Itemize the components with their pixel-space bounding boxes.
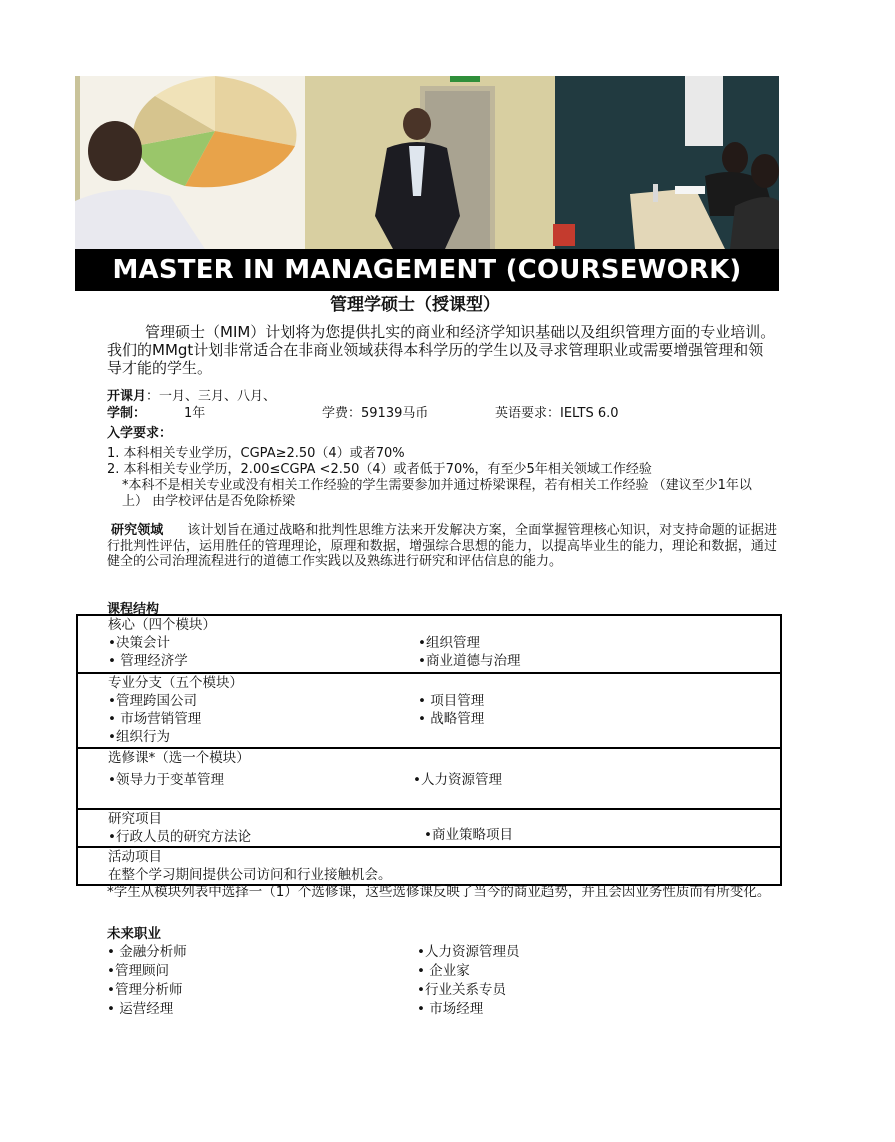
research-project-title: 研究项目 — [108, 811, 162, 827]
careers-section — [107, 925, 777, 1019]
core-section — [78, 616, 780, 674]
elective-section — [78, 749, 780, 810]
entry-item-1: 1. 本科相关专业学历，CGPA≥2.50（4）或者70% — [107, 446, 405, 461]
intro-paragraph: 管理硕士（MIM）计划将为您提供扎实的商业和经济学知识基础以及组织管理方面的专业培训。 我们的MMgt计划非常适合在非商业领域获得本科学历的学生以及寻求管理职业或需要增强管理和领导才能的学生。 — [107, 323, 776, 377]
specialization-section — [78, 674, 780, 749]
specialization-module: • 战略管理 — [418, 711, 485, 727]
activity-title: 活动项目 — [108, 849, 162, 865]
duration-value: 1年 — [184, 406, 206, 421]
career-item: • 市场经理 — [417, 1001, 484, 1017]
career-item: •人力资源管理员 — [417, 944, 520, 960]
core-module: •组织管理 — [418, 635, 480, 651]
intake-line — [107, 388, 276, 405]
entry-label: 入学要求： — [107, 426, 173, 441]
career-item: • 金融分析师 — [107, 944, 187, 960]
specialization-module: •组织行为 — [108, 729, 170, 745]
tuition-fee: 学费：59139马币 — [322, 406, 429, 421]
program-banner: MASTER IN MANAGEMENT (COURSEWORK) — [75, 249, 779, 291]
hero-photo — [75, 76, 779, 249]
english-requirement: 英语要求：IELTS 6.0 — [495, 406, 619, 421]
core-title: 核心（四个模块） — [108, 617, 216, 633]
duration-label: 学制： — [107, 406, 147, 421]
research-label: 研究领域 — [111, 523, 164, 538]
core-module: • 管理经济学 — [108, 653, 188, 669]
course-structure-label: 课程结构 — [107, 602, 160, 617]
career-item: • 运营经理 — [107, 1001, 174, 1017]
career-item: •行业关系专员 — [417, 982, 506, 998]
core-module: •决策会计 — [108, 635, 170, 651]
entry-requirements — [107, 446, 777, 510]
specialization-title: 专业分支（五个模块） — [108, 675, 243, 691]
intake-value: ：一月、三月、八月、 — [146, 389, 277, 404]
elective-title: 选修课*（选一个模块） — [108, 750, 250, 766]
activity-text: 在整个学习期间提供公司访问和行业接触机会。 — [108, 867, 392, 883]
elective-footnote: *学生从模块列表中选择一（1）个选修课，这些选修课反映了当今的商业趋势，并且会因业务性质而有所变化。 — [107, 884, 771, 900]
research-text: 该计划旨在通过战略和批判性思维方法来开发解决方案，全面掌握管理核心知识，对支持命题的证据进行批判性评估，运用胜任的管理理论，原理和数据，增强综合思想的能力，以提高毕业生的能力，理论和数据，通过健全的公司治理流程进行的道德工作实践以及熟练进行研究和评估信息的能力。 — [107, 523, 777, 569]
research-paragraph — [107, 523, 777, 570]
specialization-module: • 市场营销管理 — [108, 711, 202, 727]
research-project-section — [78, 810, 780, 848]
activity-section — [78, 848, 780, 886]
elective-module: •领导力于变革管理 — [108, 772, 224, 788]
career-item: • 企业家 — [417, 963, 470, 979]
entry-item-2: 2. 本科相关专业学历，2.00≤CGPA <2.50（4）或者低于70%，有至少5年相关领域工作经验 — [107, 462, 652, 477]
page-title: 管理学硕士（授课型） — [330, 295, 500, 315]
career-item: •管理顾问 — [107, 963, 169, 979]
entry-note: *本科不是相关专业或没有相关工作经验的学生需要参加并通过桥梁课程，若有相关工作经验 （建议至少1年以上） 由学校评估是否免除桥梁 — [122, 478, 752, 509]
research-project-module: •商业策略项目 — [424, 827, 513, 843]
duration-fee-line — [107, 405, 777, 422]
intake-label: 开课月 — [107, 389, 147, 404]
specialization-module: • 项目管理 — [418, 693, 485, 709]
research-project-module: •行政人员的研究方法论 — [108, 829, 251, 845]
specialization-module: •管理跨国公司 — [108, 693, 197, 709]
core-module: •商业道德与治理 — [418, 653, 521, 669]
careers-label: 未来职业 — [107, 926, 161, 942]
career-item: •管理分析师 — [107, 982, 183, 998]
elective-module: •人力资源管理 — [413, 772, 502, 788]
course-structure-table — [76, 614, 782, 886]
